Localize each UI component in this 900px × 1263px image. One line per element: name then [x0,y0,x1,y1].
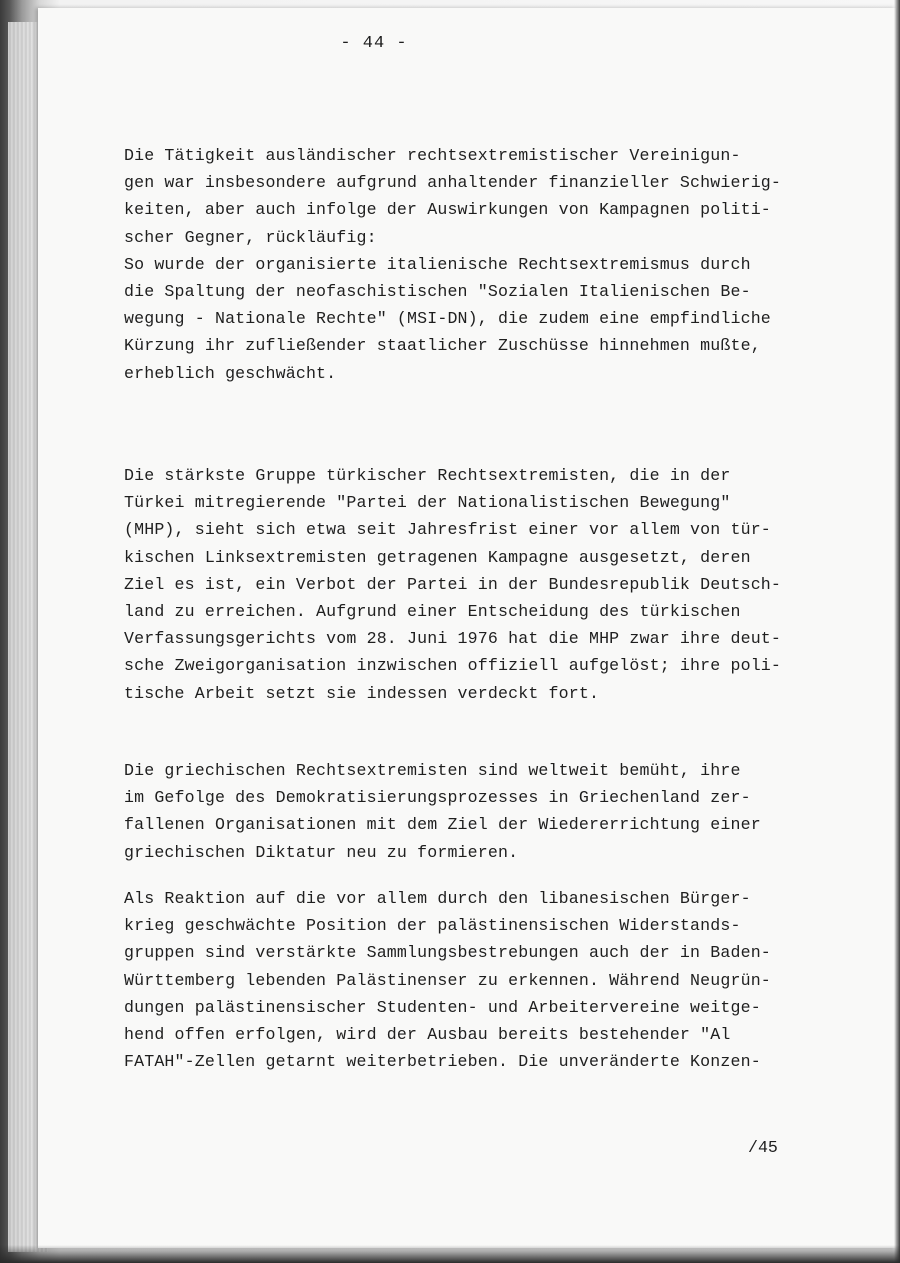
text-line: Türkei mitregierende "Partei der Nationalistischen Bewegung" [124,493,731,513]
text-line: die Spaltung der neofaschistischen "Sozialen Italienischen Be- [124,282,751,302]
text-line: dungen palästinensischer Studenten- und Arbeitervereine weitge- [124,997,761,1017]
text-line: Die griechischen Rechtsextremisten sind weltweit bemüht, ihre [124,761,741,780]
text-line: So wurde der organisierte italienische Rechtsextremismus durch [124,254,751,274]
right-edge-shadow [894,0,900,1263]
text-line: erheblich geschwächt. [124,363,337,383]
paragraph-greek-right-extremism [124,757,844,866]
text-line: Württemberg lebenden Palästinenser zu erkennen. Während Neugrün- [124,970,771,990]
paragraph-italian-right-extremism [124,142,844,387]
text-line: Die stärkste Gruppe türkischer Rechtsextremisten, die in der [124,466,731,485]
text-line: Kürzung ihr zufließender staatlicher Zuschüsse hinnehmen mußte, [124,336,761,356]
paragraph-turkish-right-extremism [124,462,844,707]
next-page-marker: /45 [748,1138,778,1157]
text-line: (MHP), sieht sich etwa seit Jahresfrist einer vor allem von tür- [124,520,771,540]
text-line: gen war insbesondere aufgrund anhaltender finanzieller Schwierig- [124,173,782,193]
text-line: im Gefolge des Demokratisierungsprozesses in Griechenland zer- [124,788,751,808]
page-number: - 44 - [340,34,408,53]
text-line: fallenen Organisationen mit dem Ziel der Wiedererrichtung einer [124,815,761,835]
text-line: keiten, aber auch infolge der Auswirkungen von Kampagnen politi- [124,200,771,220]
bottom-edge-shadow [0,1245,900,1263]
text-line: griechischen Diktatur neu zu formieren. [124,842,519,862]
text-line: gruppen sind verstärkte Sammlungsbestrebungen auch der in Baden- [124,943,771,963]
text-line: Ziel es ist, ein Verbot der Partei in der Bundesrepublik Deutsch- [124,574,782,594]
text-line: Verfassungsgerichts vom 28. Juni 1976 hat die MHP zwar ihre deut- [124,629,782,649]
paragraph-palestinian-groups [124,885,844,1075]
text-line: wegung - Nationale Rechte" (MSI-DN), die zudem eine empfindliche [124,309,771,329]
text-line: FATAH"-Zellen getarnt weiterbetrieben. Die unveränderte Konzen- [124,1052,761,1072]
text-line: hend offen erfolgen, wird der Ausbau bereits bestehender "Al [124,1025,731,1045]
text-line: kischen Linksextremisten getragenen Kampagne ausgesetzt, deren [124,547,751,567]
text-line: land zu erreichen. Aufgrund einer Entscheidung des türkischen [124,602,741,622]
text-line: Als Reaktion auf die vor allem durch den libanesischen Bürger- [124,889,751,908]
text-line: krieg geschwächte Position der palästinensischen Widerstands- [124,916,741,936]
text-line: scher Gegner, rückläufig: [124,227,377,247]
text-line: sche Zweigorganisation inzwischen offiziell aufgelöst; ihre poli- [124,656,782,676]
text-line: Die Tätigkeit ausländischer rechtsextremistischer Vereinigun- [124,146,741,165]
text-line: tische Arbeit setzt sie indessen verdeckt fort. [124,683,600,703]
